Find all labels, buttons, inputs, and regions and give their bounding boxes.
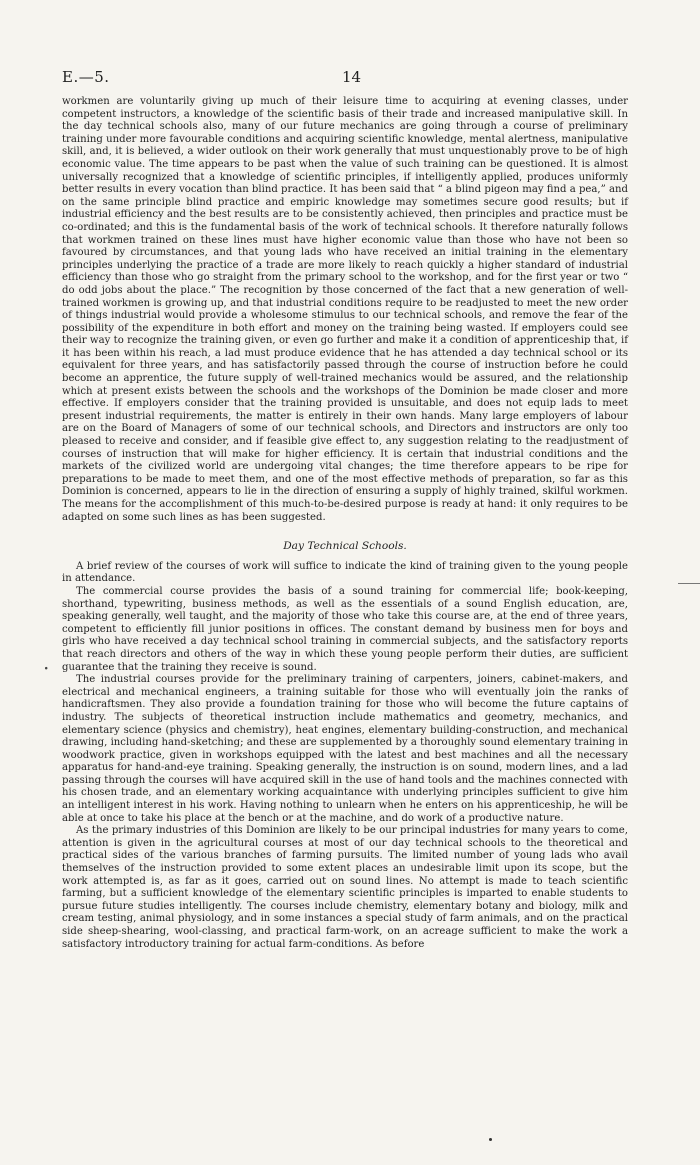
page-number: 14	[342, 68, 362, 86]
margin-rule-mark	[678, 583, 700, 584]
paragraph-commercial: The commercial course provides the basis of a sound training for commercial life; book-keeping, shorthand, typewriting, business methods, as well as the essentials of a sound English education, are, speaking generally, well taught, and the majority of those who take this course are, at the end of three years, competent to efficiently fill junior positions in offices. The constant demand by business men for boys and girls who have received a day technical school training in commercial subjects, and the satisfactory reports that reach directors and others of the way in which these young people perform their duties, are sufficient guarantee that the training they receive is sound.	[62, 585, 628, 673]
ink-speck	[489, 1138, 492, 1141]
page-body	[62, 96, 628, 951]
paragraph-industrial: The industrial courses provide for the preliminary training of carpenters, joiners, cabinet-makers, and electrical and mechanical engineers, a training suitable for those who will eventually join the ranks of handicraftsmen. They also provide a foundation training for those who will become the future captains of industry. The subjects of theoretical instruction include mathematics and geometry, mechanics, and elementary science (physics and chemistry), heat engines, elementary building-construction, and mechanical drawing, including hand-sketching; and these are supplemented by a thoroughly sound elementary training in woodwork practice, given in workshops equipped with the latest and best machines and all the necessary apparatus for hand-and-eye training. Speaking generally, the instruction is on sound, modern lines, and a lad passing through the courses will have acquired skill in the use of hand tools and the machines connected with his chosen trade, and an elementary working acquaintance with underlying principles sufficient to give him an intelligent interest in his work. Having nothing to unlearn when he enters on his apprenticeship, he will be able at once to take his place at the bench or at the machine, and do work of a productive nature.	[62, 674, 628, 824]
paragraph-continuation: workmen are voluntarily giving up much of their leisure time to acquiring at evening classes, under competent instructors, a knowledge of the scientific basis of their trade and increased manipulative skill. In the day technical schools also, many of our future mechanics are going through a course of preliminary training under more favourable conditions and acquiring scientific knowledge, mental alertness, manipulative skill, and, it is believed, a wider outlook on their work generally that must unquestionably prove to be of high economic value. The time appears to be past when the value of such training can be questioned. It is almost universally recognized that a knowledge of scientific principles, if intelligently applied, produces uniformly better results in every vocation than blind practice. It has been said that “ a blind pigeon may find a pea,” and on the same principle blind practice and empiric knowledge may sometimes secure good results; but if industrial efficiency and the best results are to be consistently achieved, then principles and practice must be co-ordinated; and this is the fundamental basis of the work of technical schools. It therefore naturally follows that workmen trained on these lines must have higher economic value than those who have not been so favoured by circumstances, and that young lads who have received an initial training in the elementary principles underlying the practice of a trade are more likely to reach quickly a higher standard of industrial efficiency than those who go straight from the primary school to the workshop, and for the first year or two “ do odd jobs about the place.” The recognition by those concerned of the fact that a new generation of well-trained workmen is growing up, and that industrial conditions require to be readjusted to meet the new order of things industrial would provide a wholesome stimulus to our technical schools, and remove the fear of the possibility of the expenditure in both effort and money on the training being wasted. If employers could see their way to recognize the training given, or even go further and make it a condition of apprenticeship that, if it has been within his reach, a lad must produce evidence that he has attended a day technical school or its equivalent for three years, and has satisfactorily passed through the course of instruction before he could become an apprentice, the future supply of well-trained mechanics would be assured, and the relationship which at present exists between the schools and the workshops of the Dominion be made closer and more effective. If employers consider that the training provided is unsuitable, and does not equip lads to meet present industrial requirements, the matter is entirely in their own hands. Many large employers of labour are on the Board of Managers of some of our technical schools, and Directors and instructors are only too pleased to receive and consider, and if feasible give effect to, any suggestion relating to the readjustment of courses of instruction that will make for higher efficiency. It is certain that industrial conditions and the markets of the civilized world are undergoing vital changes; the time therefore appears to be ripe for preparations to be made to meet them, and one of the most effective methods of preparation, so far as this Dominion is concerned, appears to lie in the direction of ensuring a supply of highly trained, skilful workmen. The means for the accomplishment of this much-to-be-desired purpose is ready at hand: it only requires to be adapted on some such lines as has been suggested.	[62, 96, 628, 523]
page-header	[62, 68, 632, 88]
paragraph-intro: A brief review of the courses of work will suffice to indicate the kind of training given to the young people in attendance.	[62, 560, 628, 585]
margin-tick-mark: ∙	[44, 664, 49, 674]
document-reference: E.—5.	[62, 68, 110, 86]
paragraph-agricultural: As the primary industries of this Dominion are likely to be our principal industries for many years to come, attention is given in the agricultural courses at most of our day technical schools to the theoretical and practical sides of the various branches of farming pursuits. The limited number of young lads who avail themselves of the instruction provided to some extent places an undesirable limit upon its scope, but the work attempted is, as far as it goes, carried out on sound lines. No attempt is made to teach scientific farming, but a sufficient knowledge of the elementary scientific principles is imparted to enable students to pursue future studies intelligently. The courses include chemistry, elementary botany and biology, milk and cream testing, animal physiology, and in some instances a special study of farm animals, and on the practical side sheep-shearing, wool-classing, and practical farm-work, on an acreage sufficient to make the work a satisfactory introductory training for actual farm-conditions. As before	[62, 825, 628, 950]
section-heading: Day Technical Schools.	[283, 540, 407, 553]
